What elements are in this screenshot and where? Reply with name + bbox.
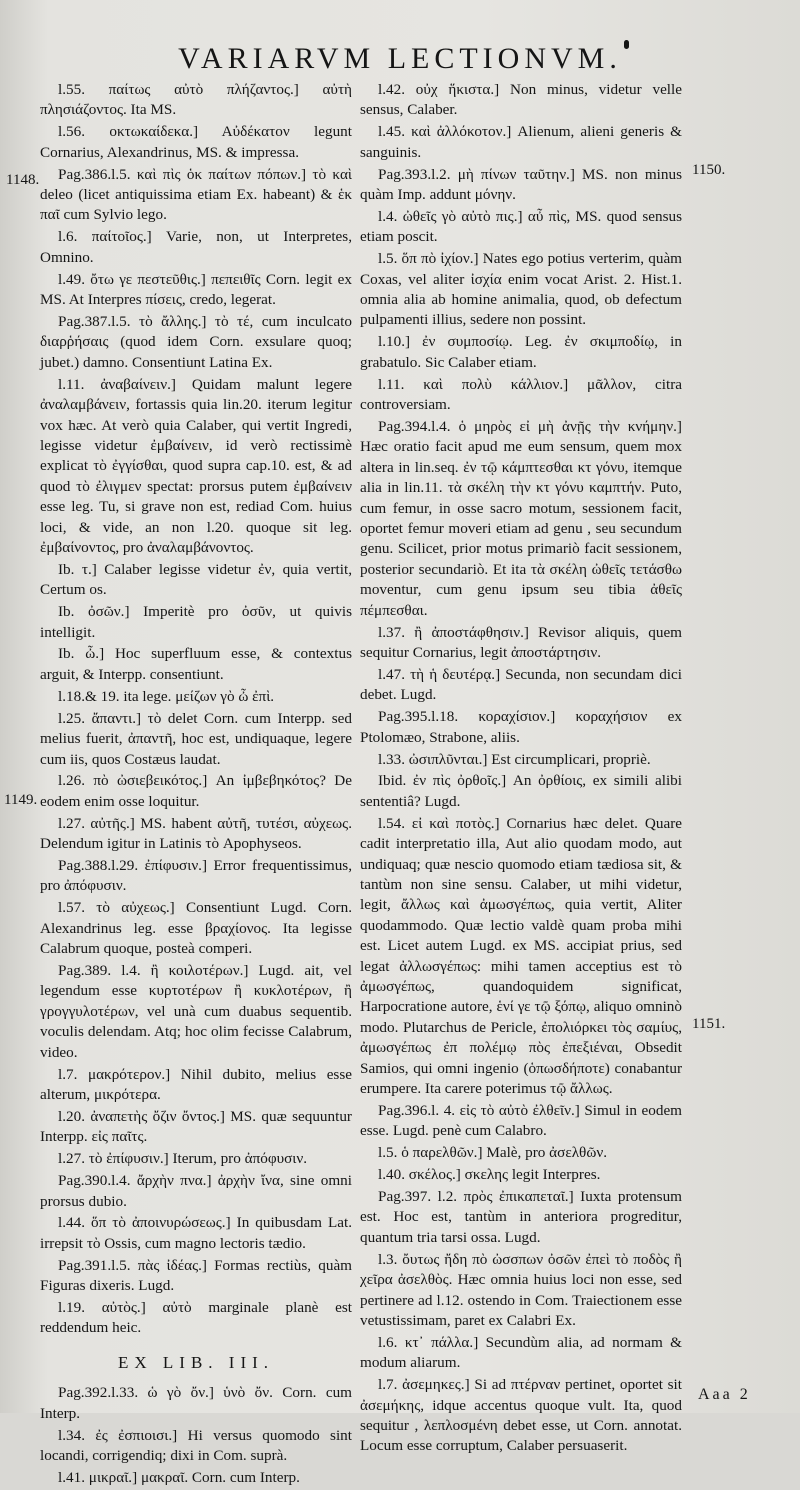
note: Ib. ὀσῶν.] Imperitè pro ὀσῦν, ut quivis intelligit.: [40, 603, 352, 641]
note: l.7. μακρότερον.] Nihil dubito, melius esse alterum, μικρότερα.: [40, 1065, 352, 1103]
note: l.11. ἀναβαίνειν.] Quidam malunt legere ἀναλαμβάνειν, fortassis quia lin.20. iterum legitur vox hæc. At verò quia Calaber, qui vertit Ingredi, legisse videtur ἐμβαίνειν, id verò rectissimè explicat τὸ ἐγγίσθαι, quod supra cap.10. est, & ad quod τὸ ἐλιγμεν spectat: prorsus putem ἐμβαίνειν esse leg. Tu, si grave non est, rediad Com. huius loci, & vide, an non l.20. quoque sit leg. ἐμβαίνοντος, pro ἀναλαμβάνοντος.: [40, 375, 352, 556]
note: Pag.391.l.5. πὰς ἰδέας.] Formas rectiùs, quàm Figuras dixeris. Lugd.: [40, 1256, 352, 1295]
note: l.18.& 19. ita lege. μείζων γὸ ὦ ἐπὶ.: [58, 687, 275, 705]
note: l.6. κτ᾽ πάλλα.] Secundùm alia, ad normam & modum aliarum.: [360, 1333, 682, 1372]
note: l.19. αὐτὸς.] αὐτὸ marginale planè est reddendum heic.: [40, 1299, 352, 1337]
note: l.44. ὅπ τὸ ἀποινυρώσεως.] In quibusdam Lat. irrepsit τὸ Ossis, cum magno lectoris tædio.: [40, 1214, 352, 1252]
note: l.55. παίτως αὐτὸ πλήζαντος.] αὐτὴ πλησιάζοντος. Ita MS.: [40, 81, 352, 119]
note: l.5. ὁ παρελθῶν.] Malè, pro ἀσελθῶν.: [378, 1144, 607, 1162]
margin-number: 1149.: [4, 792, 38, 808]
note: Pag.389. l.4. ἢ κοιλοτέρων.] Lugd. ait, vel legendum esse κυρτοτέρων ἢ κυκλοτέρων, ἢ γρογγυλοτέρων, vel unà cum duabus sequentib. voculis delendam. Atq; hoc olim fecisse Calabrum, video.: [40, 962, 352, 1061]
note: l.25. ἄπαντι.] τὸ delet Corn. cum Interpp. sed melius fuerit, ἀπαντῆ, hoc est, undiquaque, legere cum iis, quos Costæus laudat.: [40, 709, 352, 768]
note: l.10.] ἐν συμποσίῳ. Leg. ἐν σκιμποδίῳ, in grabatulo. Sic Calaber etiam.: [360, 333, 682, 371]
note: l.47. τὴ ἡ δευτέρᾳ.] Secunda, non secundam dici debet. Lugd.: [360, 665, 682, 704]
note: Pag.388.l.29. ἐπίφυσιν.] Error frequentissimus, pro ἀπόφυσιν.: [40, 857, 352, 895]
section-heading: EX LIB. III.: [117, 1352, 275, 1372]
note: Pag.390.l.4. ἄρχὴν πνα.] ἀρχὴν ἴνα, sine omni prorsus dubio.: [40, 1172, 352, 1210]
note: l.34. ἐς ἐσπιοισι.] Hi versus quomodo sint locandi, corrigendiq; dixi in Com. suprà.: [40, 1426, 352, 1464]
note: Pag.387.l.5. τὸ ἄλλης.] τὸ τέ, cum inculcato διαρῥήσαις (quod idem Corn. exsulare quoq; jubet.) damno. Consentiunt Latina Ex.: [40, 312, 352, 371]
note: Pag.393.l.2. μὴ πίνων ταῦτην.] MS. non minus quàm Imp. addunt μόνην.: [360, 165, 682, 204]
note: Ibid. ἐν πὶς ὀρθοῖς.] An ὀρθίοις, ex simili alibi sententiâ? Lugd.: [360, 772, 682, 810]
note: Pag.394.l.4. ὁ μηρὸς εἰ μὴ ἀνῇς τὴν κνήμην.] Hæc oratio facit apud me eum sensum, quem mox altera in lin.seq. ἐν τῷ κάμπτεσθαι κτ γόνυ, itemque alia in lin.11. τὰ σκέλη τὴν κτ γόνυ καμπτήν. Puto, cum femur, in osse sacro motum, sessionem facit, oportet femur moveri etiam ad genu , seu secundum genu. Scilicet, prior motus primariò facit sessionem, posterior secundariò. Et ita τὰ σκέλη ὠθεῖς τετάσθω moventur, cum genu ipsum seu tibia ἀθεῖς πέμπεσθαι.: [360, 418, 682, 619]
note: l.49. ὄτω γε πεστεῦθις.] πεπειθῖς Corn. legit ex MS. At Interpres πίσεις, credo, legerat.: [40, 270, 352, 309]
note: Pag.392.l.33. ὡ γὸ ὄν.] ὑνὸ ὄν. Corn. cum Interp.: [40, 1384, 352, 1422]
note: Pag.395.l.18. κοραχίσιον.] κοραχήσιον ex Ptolomæo, Strabone, aliis.: [360, 708, 682, 746]
note: l.54. εἰ καὶ ποτὸς.] Cornarius hæc delet. Quare cadit interpretatio illa, Aut alio quodam modo, aut undiquaq; quæ nescio quomodo etiam tædiosa sit, & tantùm non sine sensu. Calaber, ut mihi videtur, legit, ἄλλως καὶ ἀμωσγέπως, quia vertit, Aliter quodammodo. Quæ lectio valdè quam proba mihi est. Licet autem Lugd. ex MS. accipiat prius, sed legat ἀλλωσγέπως: mihi tamen acceptius est τὸ ἀμωσγέπως, quandoquidem significat, Harpocratione autore, ἑνί γε τῷ ξόπῳ, aliquo omninò modo. Plutarchus de Pericle, ἐπολιόρκει τὸς σαμίυς, ἀμωσγέπως ἐπ πολέμῳ πὸς ἐπεξιέναι, Obsedit Samios, qui omni ingenio (ὁπωσδήποτε) conabantur erumpere. Ita carere poterimus τῷ ἄλλως.: [360, 814, 682, 1097]
note: l.56. οκτωκαίδεκα.] Αὐδέκατον legunt Cornarius, Alexandrinus, MS. & impressa.: [40, 123, 352, 161]
right-column: [360, 80, 682, 1458]
note: l.40. σκέλος.] σκελης legit Interpres.: [378, 1166, 601, 1184]
note: l.4. ὠθεῖς γὸ αὐτὸ πις.] αὖ πὶς, MS. quod sensus etiam poscit.: [360, 207, 682, 246]
note: l.6. παίτοῖος.] Varie, non, ut Interpretes, Omnino.: [40, 228, 352, 266]
note: l.27. τὸ ἐπίφυσιν.] Iterum, pro ἀπόφυσιν.: [58, 1150, 308, 1168]
note: l.42. οὐχ ἥκιστα.] Non minus, videtur velle sensus, Calaber.: [360, 81, 682, 119]
note: l.11. καὶ πολὺ κάλλιον.] μᾶλλον, citra controversiam.: [360, 375, 682, 414]
margin-number: 1148.: [6, 172, 40, 188]
note: l.26. πὸ ὠσιεβεικότος.] An ἰμβεβηκότος? De eodem enim osse loquitur.: [40, 772, 352, 810]
note: Ib. ὦ.] Hoc superfluum esse, & contextus arguit, & Interpp. consentiunt.: [40, 645, 352, 683]
note: Ib. τ.] Calaber legisse videtur ἐν, quia vertit, Certum os.: [40, 560, 352, 599]
note: Pag.386.l.5. καὶ πὶς ὁκ παίτων πόπων.] τὸ καὶ deleo (licet antiquissima etiam Ex. habeant) & ἑκ παῖ cum Sylvio lego.: [40, 165, 352, 224]
note: l.7. ἀσεμηκες.] Si ad πτέρναν pertinet, oportet sit ἀσεμήκης, idque accentus quoque vult. Ita, quod sequitur , λεπλοσμένη debet esse, ut Corn. annotat. Locum esse corruptum, Calaber persuaserit.: [360, 1376, 682, 1455]
note: l.37. ἢ ἀποστάφθησιν.] Revisor aliquis, quem sequitur Cornarius, legit ἀποστάρτησιν.: [360, 623, 682, 661]
ink-spot: [624, 40, 629, 49]
note: Pag.397. l.2. πρὸς ἐπικαπεταῖ.] Iuxta protensum est. Hoc est, tantùm in anteriora progreditur, quantum tria tarsi ossa. Lugd.: [360, 1188, 682, 1246]
note: l.33. ὠσιπλῦνται.] Est circumplicari, propriè.: [378, 750, 651, 768]
note: l.20. ἀναπετὴς ὄζιν ὄντος.] MS. quæ sequuntur Interpp. εἰς παῖτς.: [40, 1107, 352, 1146]
margin-number: 1150.: [692, 162, 726, 178]
left-column: [40, 80, 352, 1490]
note: l.27. αὐτῆς.] MS. habent αὐτῆ, τυτέσι, αὐχεως. Delendum igitur in Latinis τὸ Apophyseos.: [40, 814, 352, 853]
note: Pag.396.l. 4. εἰς τὸ αὐτὸ ἐλθεῖν.] Simul in eodem esse. Lugd. penè cum Calabro.: [360, 1101, 682, 1140]
note: l.45. καὶ ἀλλόκοτον.] Alienum, alieni generis & sanguinis.: [360, 123, 682, 161]
note: l.57. τὸ αὐχεως.] Consentiunt Lugd. Corn. Alexandrinus leg. esse βραχίονος. Ita legisse Calabrum quoque, posteà comperi.: [40, 899, 352, 958]
signature-mark: Aaa 2: [698, 1386, 751, 1403]
running-head: VARIARVM LECTIONVM.: [178, 42, 622, 75]
margin-number: 1151.: [692, 1016, 726, 1032]
note: l.3. ὄυτως ἤδη πὸ ὠσσπων ὀσῶν ἐπεὶ τὸ ποδὸς ἢ χεῖρα ἀσελθὸς. Hæc omnia huius loci non esse, sed pertinere ad l.12. ostendo in Com. Traiectionem esse vetustissimam, paret ex Calabri Ex.: [360, 1250, 682, 1329]
note: l.5. ὅπ πὸ ἰχίον.] Nates ego potius verterim, quàm Coxas, vel aliter ἰσχία enim vocat Arist. 2. Hist.1. omnia alia ab homine animalia, quod, ob defectum pulpamenti illius, sedere non possint.: [360, 250, 682, 329]
note: l.41. μικραῖ.] μακραῖ. Corn. cum Interp.: [58, 1468, 300, 1486]
